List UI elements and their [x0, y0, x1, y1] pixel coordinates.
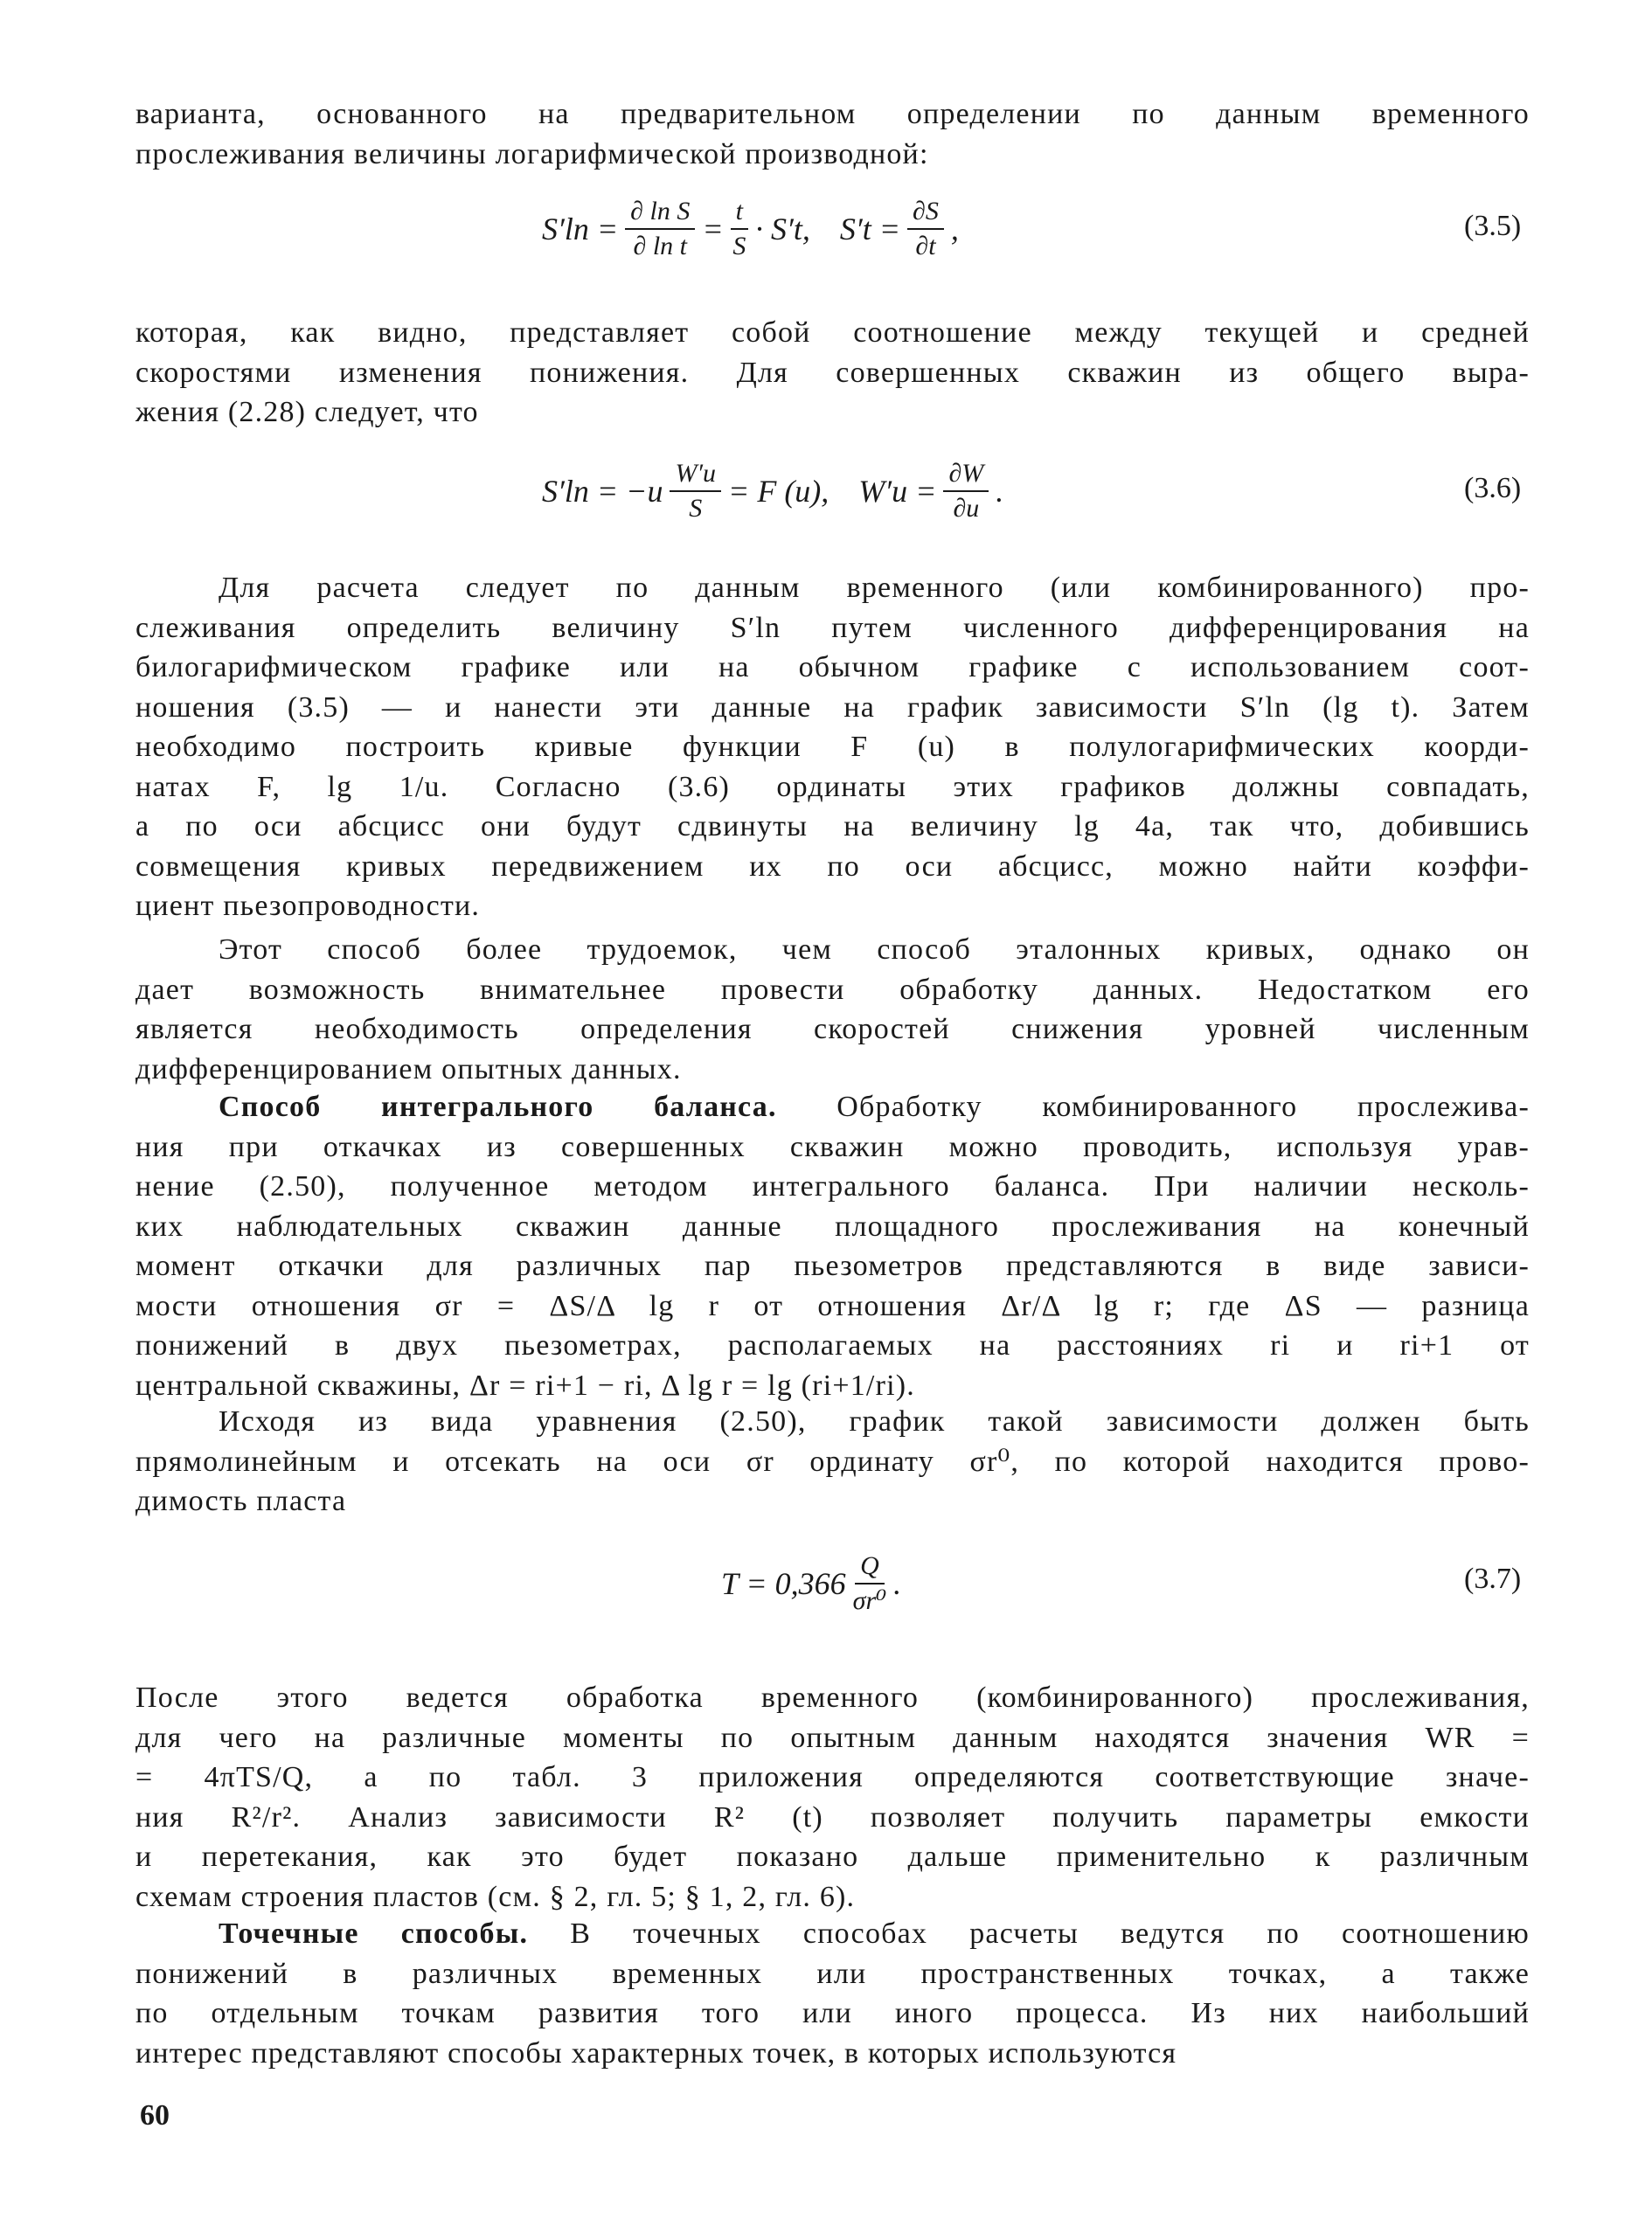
eq-lhs-2: S′t = — [839, 211, 901, 246]
equation-3-5 — [542, 185, 959, 273]
text-line: необходимо построить кривые функции F (u) в полулогарифмических коорди- — [135, 731, 1530, 763]
denominator: ∂t — [915, 232, 936, 260]
paragraph-6 — [135, 1402, 1530, 1522]
text-line: и перетекания, как это будет показано дальше применительно к различным — [135, 1841, 1530, 1873]
equation-number: (3.7) — [1464, 1563, 1522, 1595]
text-line: интерес представляют способы характерных точек, в которых используются — [135, 2036, 1177, 2070]
eq-term: · S′t, — [754, 211, 810, 246]
eq-lhs: S′ln = — [542, 211, 619, 246]
denominator: ∂ ln t — [633, 232, 687, 260]
paragraph-4 — [135, 930, 1530, 1089]
equation-number: (3.6) — [1464, 472, 1522, 504]
text-line — [135, 1914, 1530, 1954]
fraction — [943, 457, 989, 525]
text-line: для чего на различные моменты по опытным данным находятся значения WR = — [135, 1721, 1530, 1754]
text-line: слеживания определить величину S′ln путем численного дифференцирования на — [135, 611, 1530, 644]
denominator: σr⁰ — [852, 1586, 887, 1615]
text-line: циент пьезопроводности. — [135, 890, 481, 922]
fraction — [853, 1550, 887, 1618]
text-line: жения (2.28) следует, что — [135, 396, 479, 428]
page-number: 60 — [140, 2099, 170, 2132]
fraction — [907, 195, 944, 263]
text-line: по отдельным точкам развития того или иного процесса. Из них наибольший — [135, 1997, 1530, 2029]
text-line: мости отношения σr = ΔS/Δ lg r от отношения Δr/Δ lg r; где ΔS — разница — [135, 1289, 1530, 1322]
paragraph-1 — [135, 94, 1530, 174]
numerator: ∂ ln S — [625, 195, 695, 230]
denominator: S — [732, 232, 746, 260]
text-line: а по оси абсцисс они будут сдвинуты на величину lg 4a, так что, добившись — [135, 810, 1530, 843]
numerator: ∂W — [943, 457, 989, 492]
text-line: билогарифмическом графике или на обычном графике с использованием соот- — [135, 651, 1530, 683]
fraction — [625, 195, 695, 263]
text-line: натах F, lg 1/u. Согласно (3.6) ординаты этих графиков должны совпадать, — [135, 770, 1530, 803]
numerator: t — [731, 195, 748, 230]
eq-end: . — [893, 1566, 902, 1601]
text-line: схемам строения пластов (см. § 2, гл. 5; § 1, 2, гл. 6). — [135, 1880, 856, 1913]
paragraph-2 — [135, 313, 1530, 433]
eq-operator: = — [702, 211, 724, 246]
paragraph-5 — [135, 1087, 1530, 1405]
text-line: ния при откачках из совершенных скважин можно проводить, используя урав- — [135, 1130, 1530, 1163]
text-line: прямолинейным и отсекать на оси σr ординату σr⁰, по которой находится прово- — [135, 1445, 1530, 1478]
equation-3-7 — [721, 1540, 901, 1627]
text-line: которая, как видно, представляет собой соотношение между текущей и средней — [135, 316, 1530, 349]
text-line: После этого ведется обработка временного (комбинированного) прослеживания, — [135, 1682, 1530, 1714]
text-line: понижений в двух пьезометрах, располагаемых на расстояниях ri и ri+1 от — [135, 1329, 1530, 1362]
eq-end: . — [996, 474, 1004, 509]
eq-lhs: S′ln = −u — [542, 474, 663, 509]
text-line: нение (2.50), полученное методом интегрального баланса. При наличии несколь- — [135, 1170, 1530, 1203]
numerator: Q — [855, 1550, 885, 1585]
eq-lhs-2: W′u = — [858, 474, 937, 509]
text-line: варианта, основанного на предварительном определении по данным временного — [135, 98, 1530, 130]
text-line: Исходя из вида уравнения (2.50), график такой зависимости должен быть — [219, 1405, 1530, 1438]
fraction — [731, 195, 748, 263]
equation-number: (3.5) — [1464, 210, 1522, 242]
text-line: понижений в различных временных или пространственных точках, а также — [135, 1957, 1530, 1990]
paragraph-3 — [135, 568, 1530, 926]
equation-3-6 — [542, 447, 1003, 535]
denominator: S — [689, 494, 703, 523]
eq-lhs: T = 0,366 — [721, 1566, 846, 1601]
denominator: ∂u — [953, 494, 980, 523]
text-line: центральной скважины, Δr = ri+1 − ri, Δ lg r = lg (ri+1/ri). — [135, 1369, 915, 1402]
text-line: является необходимость определения скоростей снижения уровней численным — [135, 1013, 1530, 1045]
text-line: ких наблюдательных скважин данные площадного прослеживания на конечный — [135, 1210, 1530, 1243]
text-line: = 4πTS/Q, а по табл. 3 приложения определяются соответствующие значе- — [135, 1761, 1530, 1793]
numerator: ∂S — [907, 195, 944, 230]
paragraph-7 — [135, 1678, 1530, 1917]
fraction — [670, 457, 721, 525]
numerator: W′u — [670, 457, 721, 492]
text-line — [135, 1087, 1530, 1127]
section-lead: Способ интегрального баланса. — [219, 1091, 777, 1123]
text-line: дает возможность внимательнее провести обработку данных. Недостатком его — [135, 973, 1530, 1006]
section-lead: Точечные способы. — [219, 1917, 529, 1950]
text-line: ношения (3.5) — и нанести эти данные на график зависимости S′ln (lg t). Затем — [135, 690, 1530, 724]
line-text: Обработку комбинированного прослежива- — [776, 1091, 1530, 1123]
text-line: дифференцированием опытных данных. — [135, 1052, 682, 1085]
paragraph-8 — [135, 1914, 1530, 2073]
line-text: В точечных способах расчеты ведутся по соотношению — [528, 1917, 1530, 1950]
text-line: Этот способ более трудоемок, чем способ эталонных кривых, однако он — [219, 933, 1530, 966]
eq-end: , — [950, 211, 959, 246]
text-line: ния R²/r². Анализ зависимости R² (t) позволяет получить параметры емкости — [135, 1800, 1530, 1834]
text-line: димость пласта — [135, 1485, 347, 1517]
text-line: совмещения кривых передвижением их по оси абсцисс, можно найти коэффи- — [135, 849, 1530, 883]
text-line: прослеживания величины логарифмической производной: — [135, 137, 929, 170]
text-line: Для расчета следует по данным временного (или комбинированного) про- — [219, 572, 1530, 604]
text-line: момент откачки для различных пар пьезометров представляются в виде зависи- — [135, 1250, 1530, 1282]
text-line: скоростями изменения понижения. Для совершенных скважин из общего выра- — [135, 356, 1530, 389]
eq-term: = F (u), — [728, 474, 829, 509]
